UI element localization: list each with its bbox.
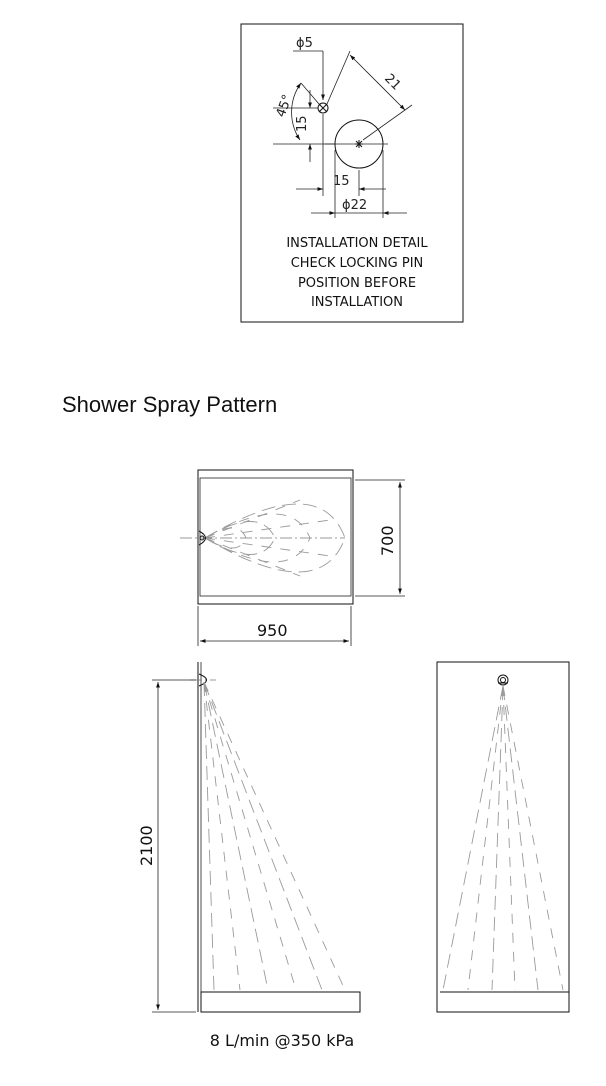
flow-rate-label: 8 L/min @350 kPa	[209, 1031, 355, 1050]
plan-view	[180, 470, 405, 646]
front-spray-pattern	[443, 686, 563, 990]
height-label: 2100	[137, 825, 156, 866]
note-line-2: CHECK LOCKING PIN	[290, 256, 424, 271]
height-dimension	[137, 680, 196, 1012]
angle-label: 45°	[273, 92, 296, 120]
depth-dimension	[355, 480, 405, 596]
depth-label: 700	[378, 525, 397, 556]
front-view	[437, 662, 569, 1012]
section-title: Shower Spray Pattern	[62, 392, 278, 417]
front-shower-head-icon	[498, 675, 508, 685]
front-outline	[437, 662, 569, 1012]
width-dimension	[198, 606, 351, 646]
note-line-4: INSTALLATION	[310, 295, 404, 310]
installation-detail	[241, 24, 463, 322]
note-line-1: INSTALLATION DETAIL	[286, 236, 428, 251]
horizontal-offset-label: 15	[333, 174, 350, 189]
width-label: 950	[257, 621, 288, 640]
plan-outline	[198, 470, 353, 604]
offset-label: 21	[381, 71, 404, 94]
note-line-3: POSITION BEFORE	[297, 276, 417, 291]
locking-pin-symbol	[318, 103, 328, 113]
side-floor	[201, 992, 360, 1012]
plan-inner	[200, 478, 351, 596]
offset-dimension	[327, 51, 412, 140]
side-view	[137, 662, 360, 1012]
side-spray-pattern	[204, 682, 345, 990]
vertical-offset-label: 15	[295, 115, 310, 132]
installation-note	[286, 236, 428, 310]
pin-diameter-dimension	[293, 36, 323, 100]
hole-diameter-label: ϕ22	[342, 198, 368, 213]
pin-diameter-label: ϕ5	[296, 36, 313, 51]
